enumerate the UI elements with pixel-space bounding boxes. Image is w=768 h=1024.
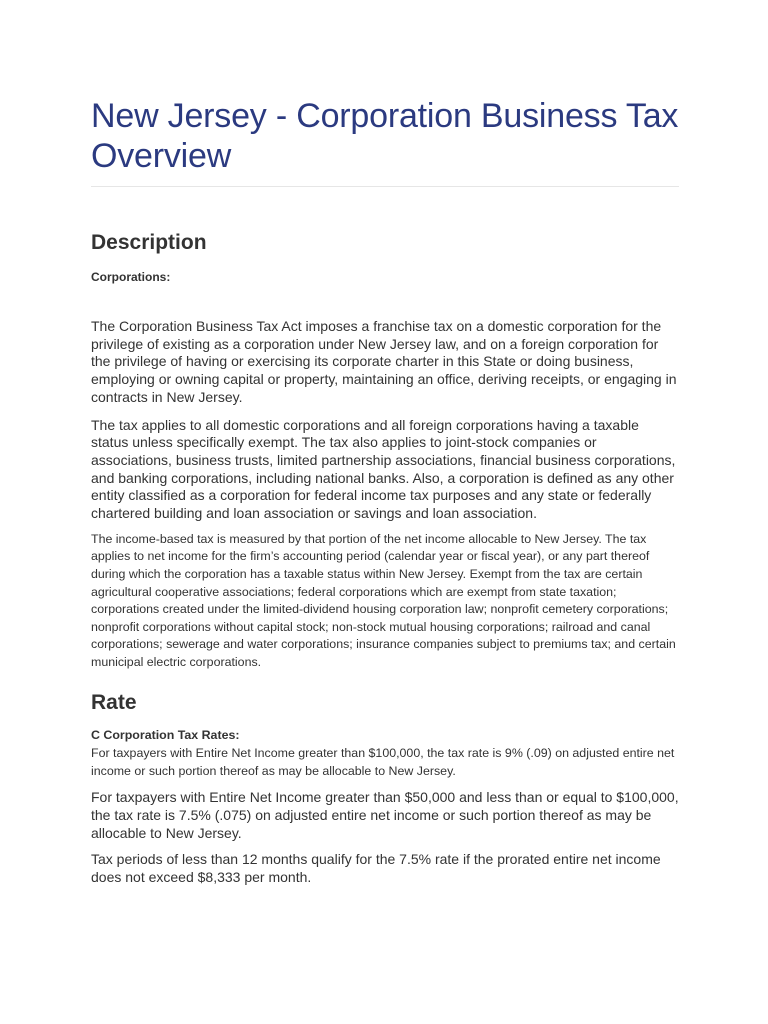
article xyxy=(91,96,679,887)
rate-heading: Rate xyxy=(91,691,137,715)
corporations-subheading: Corporations: xyxy=(91,270,171,284)
rate-paragraph-3: Tax periods of less than 12 months qualify for the 7.5% rate if the prorated entire net income does not exceed $8,333 per month. xyxy=(91,851,661,886)
rate-paragraph-1: For taxpayers with Entire Net Income greater than $100,000, the tax rate is 9% (.09) on adjusted entire net income or such portion thereof as may be allocable to New Jersey. xyxy=(91,746,675,778)
description-paragraph-1: The Corporation Business Tax Act imposes a franchise tax on a domestic corporation for the privilege of existing as a corporation under New Jersey law, and on a foreign corporation for the privilege of having or exercising its corporate charter in this State or doing business, employing or owning capital or property, maintaining an office, deriving receipts, or engaging in contracts in New Jersey. xyxy=(91,318,677,405)
page-title: New Jersey - Corporation Business Tax Overview xyxy=(91,97,679,175)
description-paragraph-3: The income-based tax is measured by that portion of the net income allocable to New Jersey. The tax applies to net income for the firm’s accounting period (calendar year or fiscal year), or any part thereof during which the corporation has a taxable status within New Jersey. Exempt from the tax are certain agricultural cooperative associations; federal corporations which are exempt from state taxation; corporations created under the limited-dividend housing corporation law; nonprofit cemetery corporations; nonprofit corporations without capital stock; non-stock mutual housing corporations; railroad and canal corporations; sewerage and water corporations; insurance companies subject to premiums tax; and certain municipal electric corporations. xyxy=(91,531,676,669)
description-heading: Description xyxy=(91,231,207,254)
title-divider xyxy=(91,186,679,187)
rate-paragraph-2: For taxpayers with Entire Net Income greater than $50,000 and less than or equal to $100,000, the tax rate is 7.5% (.075) on adjusted entire net income or such portion thereof as may be allocable to New Jersey. xyxy=(91,789,679,841)
rate-subheading: C Corporation Tax Rates: xyxy=(91,728,240,743)
description-paragraph-2: The tax applies to all domestic corporations and all foreign corporations having a taxable status unless specifically exempt. The tax also applies to joint-stock companies or associations, business trusts, limited partnership associations, financial business corporations, and banking corporations, including national banks. Also, a corporation is defined as any other entity classified as a corporation for federal income tax purposes and any state or federally chartered building and loan association or savings and loan association. xyxy=(91,416,676,522)
